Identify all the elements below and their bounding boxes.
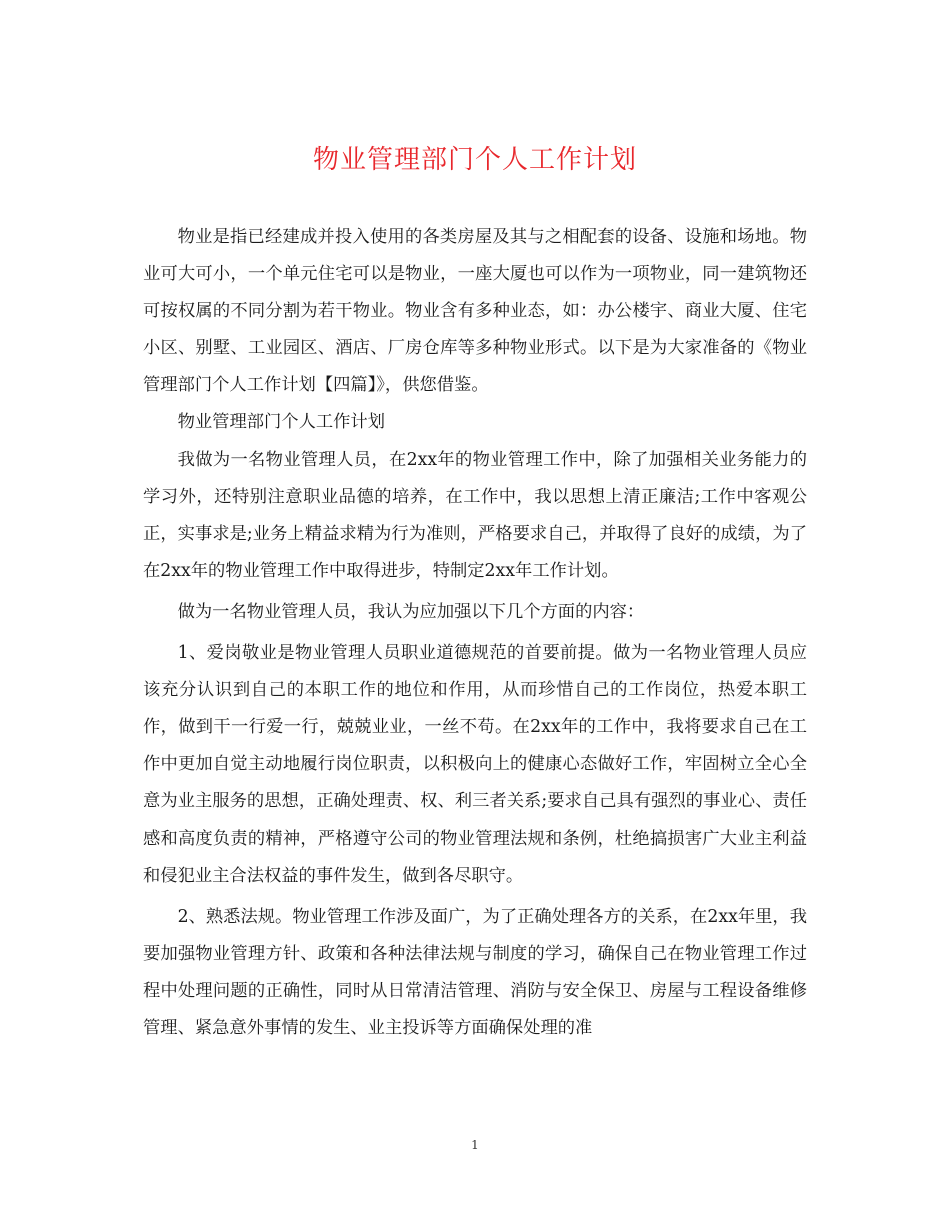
body-paragraph: 我做为一名物业管理人员，在2xx年的物业管理工作中，除了加强相关业务能力的学习外，还特别注意职业品德的培养，在工作中，我以思想上清正廉洁;工作中客观公正，实事求是;业务上精益求精为行为准则，严格要求自己，并取得了良好的成绩，为了在2xx年的物业管理工作中取得进步，特制定2xx年工作计划。 <box>143 449 807 581</box>
intro-paragraph: 物业是指已经建成并投入使用的各类房屋及其与之相配套的设备、设施和场地。物业可大可小，一个单元住宅可以是物业，一座大厦也可以作为一项物业，同一建筑物还可按权属的不同分割为若干物业。物业含有多种业态，如：办公楼宇、商业大厦、住宅小区、别墅、工业园区、酒店、厂房仓库等多种物业形式。以下是为大家准备的《物业管理部门个人工作计划【四篇】》，供您借鉴。 <box>143 227 807 396</box>
page-number: 1 <box>471 1138 479 1152</box>
document-title: 物业管理部门个人工作计划 <box>312 145 637 175</box>
list-item-paragraph: 1、爱岗敬业是物业管理人员职业道德规范的首要前提。做为一名物业管理人员应该充分认识到自己的本职工作的地位和作用，从而珍惜自己的工作岗位，热爱本职工作，做到干一行爱一行，兢兢业业，一丝不苟。在2xx年的工作中，我将要求自己在工作中更加自觉主动地履行岗位职责，以积极向上的健康心态做好工作，牢固树立全心全意为业主服务的思想，正确处理责、权、利三者关系;要求自己具有强烈的事业心、责任感和高度负责的精神，严格遵守公司的物业管理法规和条例，杜绝搞损害广大业主利益和侵犯业主合法权益的事件发生，做到各尽职守。 <box>143 643 807 886</box>
body-paragraph: 做为一名物业管理人员，我认为应加强以下几个方面的内容： <box>177 601 645 622</box>
section-heading: 物业管理部门个人工作计划 <box>177 412 385 433</box>
document-body <box>143 219 807 1047</box>
list-item-paragraph: 2、熟悉法规。物业管理工作涉及面广，为了正确处理各方的关系，在2xx年里，我要加强物业管理方针、政策和各种法律法规与制度的学习，确保自己在物业管理工作过程中处理问题的正确性，同时从日常清洁管理、消防与安全保卫、房屋与工程设备维修管理、紧急意外事情的发生、业主投诉等方面确保处理的准 <box>143 906 807 1038</box>
